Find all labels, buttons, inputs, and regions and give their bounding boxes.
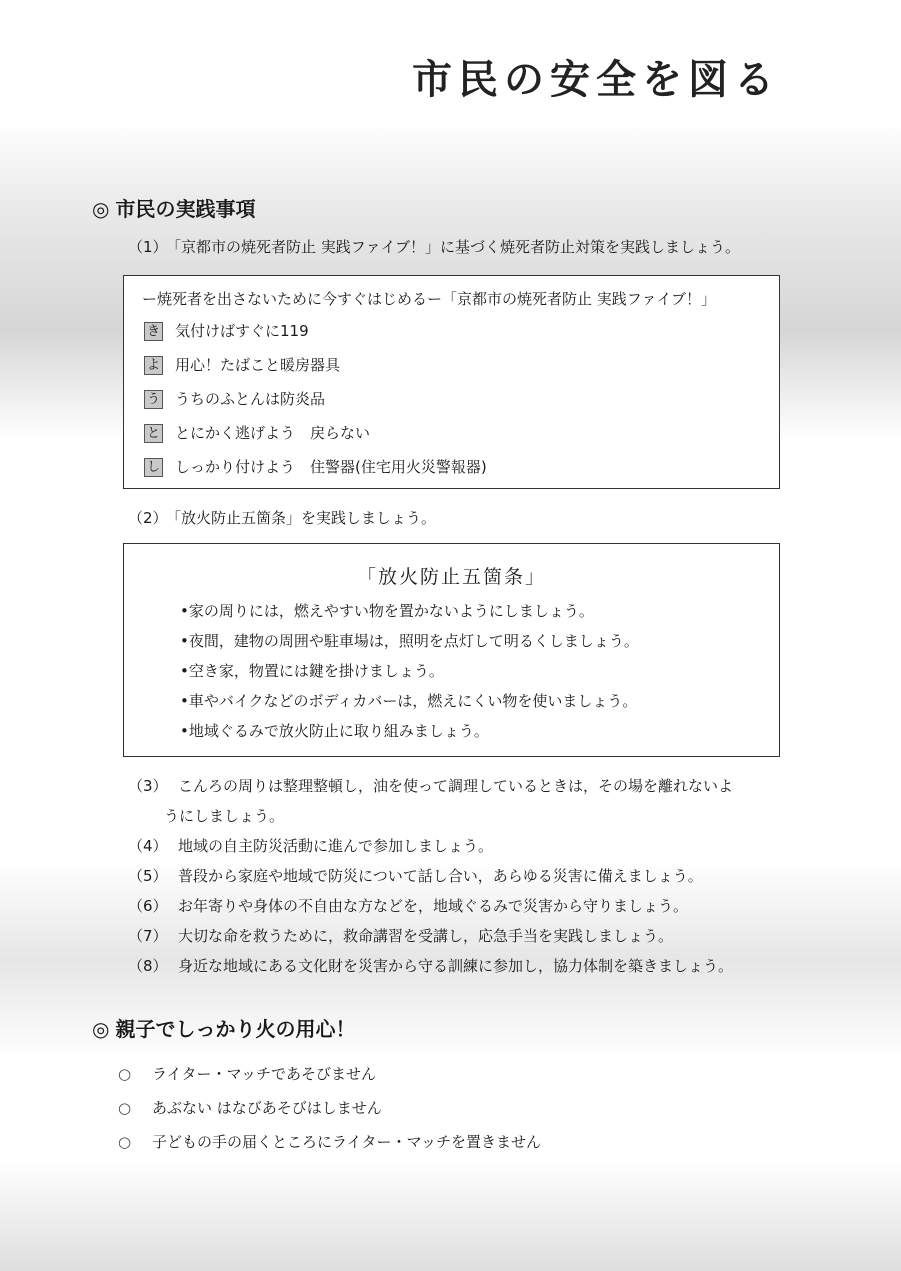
list-item: •車やバイクなどのボディカバーは，燃えにくい物を使いましょう。	[180, 692, 638, 710]
item-number: （7）	[128, 927, 168, 945]
item-text: こんろの周りは整理整頓し，油を使って調理しているときは，その場を離れないよ	[178, 777, 734, 795]
list-item	[118, 1097, 382, 1118]
item-number: （4）	[128, 837, 168, 855]
list-item	[144, 388, 325, 409]
list-item	[144, 354, 340, 375]
section-heading-text: 市民の実践事項	[115, 197, 256, 221]
item-text: 大切な命を救うために，救命講習を受講し，応急手当を実践しましょう。	[178, 927, 674, 945]
key-letter-badge: よ	[144, 356, 163, 375]
item-text: 地域の自主防災活動に進んで参加しましょう。	[178, 837, 494, 855]
double-circle-icon: ◎	[92, 197, 110, 221]
page-title: 市民の安全を図る	[412, 56, 780, 103]
list-item-text: しっかり付けよう 住警器(住宅用火災警報器)	[175, 458, 487, 476]
circle-bullet-icon: ○	[118, 1065, 132, 1083]
box-subtitle: ー焼死者を出さないために今すぐはじめるー「京都市の焼死者防止 実践ファイブ！」	[142, 290, 717, 308]
practice-item-5	[128, 865, 703, 886]
key-letter-badge: う	[144, 390, 163, 409]
key-letter-badge: と	[144, 424, 163, 443]
list-item	[118, 1063, 376, 1084]
item-text: 「放火防止五箇条」を実践しましょう。	[166, 509, 437, 527]
arson-prevention-box	[123, 543, 780, 757]
list-item: •地域ぐるみで放火防止に取り組みましょう。	[180, 722, 489, 740]
double-circle-icon: ◎	[92, 1017, 110, 1041]
item-text: 「京都市の焼死者防止 実践ファイブ！」に基づく焼死者防止対策を実践しましょう。	[166, 238, 741, 256]
item-number: （6）	[128, 897, 168, 915]
practice-item-8	[128, 955, 733, 976]
section-heading-practices	[92, 193, 255, 222]
list-item	[144, 456, 487, 477]
list-item	[144, 422, 370, 443]
practice-item-2	[128, 507, 436, 528]
item-number: （8）	[128, 957, 168, 975]
item-text: 身近な地域にある文化財を災害から守る訓練に参加し，協力体制を築きましょう。	[178, 957, 734, 975]
box-title: 「放火防止五箇条」	[356, 566, 546, 588]
item-number: （3）	[128, 777, 168, 795]
practice-item-1	[128, 236, 740, 257]
key-letter-badge: し	[144, 458, 163, 477]
item-number: （5）	[128, 867, 168, 885]
list-item-text: 子どもの手の届くところにライター・マッチを置きません	[152, 1133, 541, 1151]
item-number: （2）	[128, 509, 168, 527]
practice-item-3	[128, 775, 733, 796]
key-letter-badge: き	[144, 322, 163, 341]
practice-item-6	[128, 895, 688, 916]
list-item-text: うちのふとんは防炎品	[175, 390, 326, 408]
list-item: •家の周りには，燃えやすい物を置かないようにしましょう。	[180, 602, 594, 620]
item-number: （1）	[128, 238, 168, 256]
item-text: お年寄りや身体の不自由な方などを，地域ぐるみで災害から守りましょう。	[178, 897, 689, 915]
list-item-text: とにかく逃げよう 戻らない	[175, 424, 371, 442]
practice-item-3-continuation: うにしましょう。	[164, 807, 285, 825]
list-item-text: ライター・マッチであそびません	[152, 1065, 376, 1083]
item-text: 普段から家庭や地域で防災について話し合い，あらゆる災害に備えましょう。	[178, 867, 703, 885]
list-item: •空き家，物置には鍵を掛けましょう。	[180, 662, 444, 680]
practice-item-7	[128, 925, 673, 946]
section-heading-text: 親子でしっかり火の用心！	[115, 1017, 356, 1041]
list-item: •夜間，建物の周囲や駐車場は，照明を点灯して明るくしましょう。	[180, 632, 639, 650]
list-item-text: あぶない はなびあそびはしません	[152, 1099, 382, 1117]
practice-five-box	[123, 275, 780, 489]
practice-item-4	[128, 835, 493, 856]
list-item	[118, 1131, 541, 1152]
circle-bullet-icon: ○	[118, 1099, 132, 1117]
list-item-text: 用心！たばこと暖房器具	[175, 356, 341, 374]
list-item-text: 気付けばすぐに119	[175, 322, 309, 340]
circle-bullet-icon: ○	[118, 1133, 132, 1151]
section-heading-family	[92, 1013, 355, 1042]
list-item	[144, 320, 309, 341]
